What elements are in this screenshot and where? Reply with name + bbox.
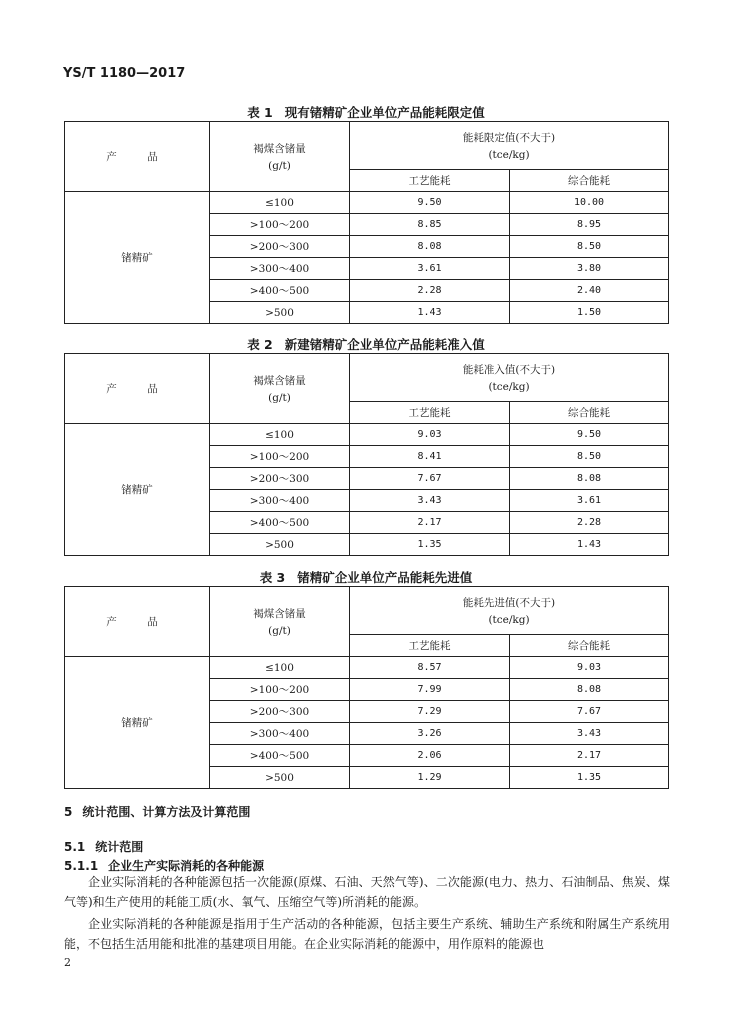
header-germanium-content: 褐煤含锗量 (g/t) bbox=[210, 587, 350, 657]
range-cell: >200～300 bbox=[210, 236, 350, 258]
range-cell: >100～200 bbox=[210, 214, 350, 236]
header-combined-energy: 综合能耗 bbox=[510, 635, 669, 657]
process-value: 2.06 bbox=[350, 745, 510, 767]
range-cell: >300～400 bbox=[210, 723, 350, 745]
combined-value: 3.61 bbox=[510, 490, 669, 512]
combined-value: 3.43 bbox=[510, 723, 669, 745]
table-2-title: 新建锗精矿企业单位产品能耗准入值 bbox=[284, 337, 485, 352]
combined-value: 9.50 bbox=[510, 424, 669, 446]
process-value: 9.03 bbox=[350, 424, 510, 446]
header-process-energy: 工艺能耗 bbox=[350, 402, 510, 424]
process-value: 1.29 bbox=[350, 767, 510, 789]
range-cell: >100～200 bbox=[210, 679, 350, 701]
table-1-caption bbox=[64, 103, 668, 121]
range-cell: >400～500 bbox=[210, 512, 350, 534]
table-2-caption bbox=[64, 335, 668, 353]
paragraph-1: 企业实际消耗的各种能源包括一次能源(原煤、石油、天然气等)、二次能源(电力、热力、石油制品、焦炭、煤气等)和生产使用的耗能工质(水、氧气、压缩空气等)所消耗的能源。 bbox=[64, 875, 670, 909]
process-value: 3.61 bbox=[350, 258, 510, 280]
combined-value: 8.95 bbox=[510, 214, 669, 236]
range-cell: ≤100 bbox=[210, 192, 350, 214]
process-value: 8.57 bbox=[350, 657, 510, 679]
header-product: 产 品 bbox=[65, 587, 210, 657]
combined-value: 1.43 bbox=[510, 534, 669, 556]
table-row bbox=[65, 192, 669, 214]
process-value: 2.28 bbox=[350, 280, 510, 302]
range-cell: >500 bbox=[210, 767, 350, 789]
header-combined-energy: 综合能耗 bbox=[510, 170, 669, 192]
table-3-title: 锗精矿企业单位产品能耗先进值 bbox=[297, 570, 473, 585]
combined-value: 8.50 bbox=[510, 236, 669, 258]
table-3-number: 表 3 bbox=[259, 570, 286, 585]
range-cell: >200～300 bbox=[210, 701, 350, 723]
process-value: 1.35 bbox=[350, 534, 510, 556]
section-5-1-1-title: 企业生产实际消耗的各种能源 bbox=[108, 859, 265, 873]
range-cell: >300～400 bbox=[210, 490, 350, 512]
table-2 bbox=[64, 353, 669, 556]
process-value: 9.50 bbox=[350, 192, 510, 214]
process-value: 8.08 bbox=[350, 236, 510, 258]
process-value: 8.41 bbox=[350, 446, 510, 468]
combined-value: 1.35 bbox=[510, 767, 669, 789]
process-value: 3.26 bbox=[350, 723, 510, 745]
product-name: 锗精矿 bbox=[65, 657, 210, 789]
header-value: 能耗先进值(不大于) (tce/kg) bbox=[350, 587, 669, 635]
combined-value: 2.17 bbox=[510, 745, 669, 767]
combined-value: 3.80 bbox=[510, 258, 669, 280]
process-value: 3.43 bbox=[350, 490, 510, 512]
header-germanium-content: 褐煤含锗量 (g/t) bbox=[210, 122, 350, 192]
process-value: 7.29 bbox=[350, 701, 510, 723]
table-2-number: 表 2 bbox=[247, 337, 273, 352]
section-5-title: 统计范围、计算方法及计算范围 bbox=[82, 805, 251, 819]
table-row bbox=[65, 657, 669, 679]
combined-value: 8.08 bbox=[510, 468, 669, 490]
process-value: 8.85 bbox=[350, 214, 510, 236]
range-cell: >100～200 bbox=[210, 446, 350, 468]
header-process-energy: 工艺能耗 bbox=[350, 170, 510, 192]
range-cell: >500 bbox=[210, 534, 350, 556]
table-1-number: 表 1 bbox=[247, 105, 273, 120]
header-value: 能耗限定值(不大于) (tce/kg) bbox=[350, 122, 669, 170]
range-cell: >500 bbox=[210, 302, 350, 324]
header-product: 产 品 bbox=[65, 354, 210, 424]
process-value: 2.17 bbox=[350, 512, 510, 534]
product-name: 锗精矿 bbox=[65, 192, 210, 324]
section-5-heading bbox=[64, 803, 250, 820]
paragraph-2: 企业实际消耗的各种能源是指用于生产活动的各种能源，包括主要生产系统、辅助生产系统和附属生产系统用能，不包括生活用能和批准的基建项目用能。在企业实际消耗的能源中，用作原料的能源也 bbox=[64, 917, 670, 951]
range-cell: >400～500 bbox=[210, 745, 350, 767]
product-name: 锗精矿 bbox=[65, 424, 210, 556]
table-row bbox=[65, 424, 669, 446]
table-3 bbox=[64, 586, 669, 789]
header-product: 产 品 bbox=[65, 122, 210, 192]
section-5-1-1-number: 5.1.1 bbox=[64, 859, 99, 873]
range-cell: >300～400 bbox=[210, 258, 350, 280]
table-1-title: 现有锗精矿企业单位产品能耗限定值 bbox=[284, 105, 485, 120]
range-cell: ≤100 bbox=[210, 657, 350, 679]
table-3-caption bbox=[64, 568, 668, 586]
section-5-1-title: 统计范围 bbox=[95, 840, 144, 854]
header-value: 能耗准入值(不大于) (tce/kg) bbox=[350, 354, 669, 402]
section-5-number: 5 bbox=[64, 805, 73, 819]
header-germanium-content: 褐煤含锗量 (g/t) bbox=[210, 354, 350, 424]
combined-value: 7.67 bbox=[510, 701, 669, 723]
header-combined-energy: 综合能耗 bbox=[510, 402, 669, 424]
combined-value: 2.40 bbox=[510, 280, 669, 302]
combined-value: 2.28 bbox=[510, 512, 669, 534]
process-value: 1.43 bbox=[350, 302, 510, 324]
process-value: 7.99 bbox=[350, 679, 510, 701]
combined-value: 1.50 bbox=[510, 302, 669, 324]
combined-value: 10.00 bbox=[510, 192, 669, 214]
range-cell: >200～300 bbox=[210, 468, 350, 490]
process-value: 7.67 bbox=[350, 468, 510, 490]
range-cell: >400～500 bbox=[210, 280, 350, 302]
combined-value: 9.03 bbox=[510, 657, 669, 679]
combined-value: 8.50 bbox=[510, 446, 669, 468]
combined-value: 8.08 bbox=[510, 679, 669, 701]
range-cell: ≤100 bbox=[210, 424, 350, 446]
header-process-energy: 工艺能耗 bbox=[350, 635, 510, 657]
table-1 bbox=[64, 121, 669, 324]
standard-code: YS/T 1180—2017 bbox=[63, 66, 186, 81]
section-5-1-number: 5.1 bbox=[64, 840, 86, 854]
page-number: 2 bbox=[64, 956, 71, 969]
section-5-1-heading bbox=[64, 838, 143, 855]
